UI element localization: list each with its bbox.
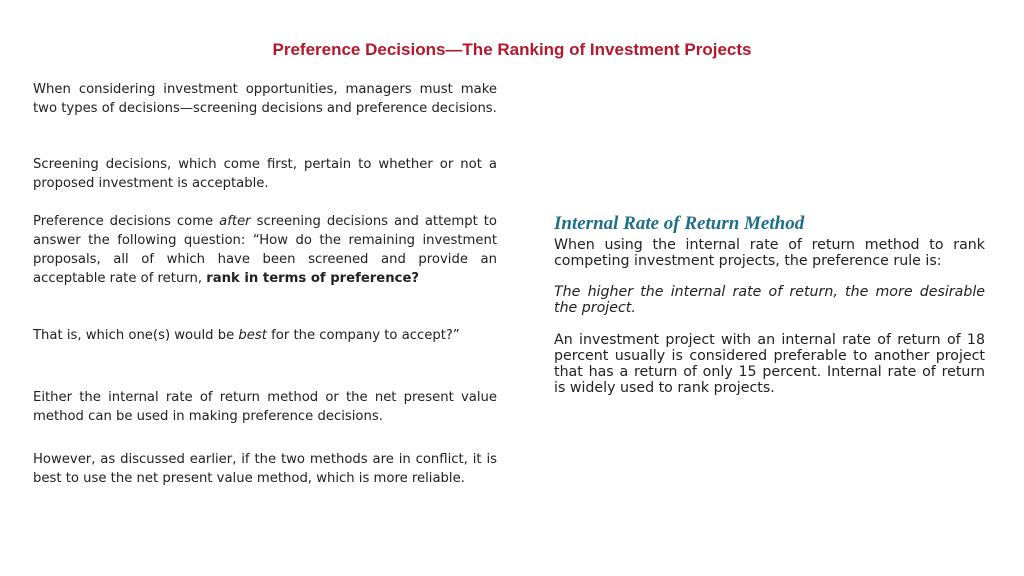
paragraph-screening-decisions: Screening decisions, which come first, pertain to whether or not a proposed investment is acceptable. (33, 157, 497, 191)
text-segment: Preference decisions come (33, 214, 220, 229)
paragraph-preference-rule: When using the internal rate of return method to rank competing investment projects, the preference rule is: (554, 237, 985, 269)
paragraph-two-decision-types: When considering investment opportunities, managers must make two types of decisions—screening decisions and preference decisions. (33, 82, 497, 116)
strong-rank-in-terms: rank in terms of preference? (206, 271, 420, 286)
paragraph-conflict: However, as discussed earlier, if the two methods are in conflict, it is best to use the net present value method, which is more reliable. (33, 452, 497, 486)
text-segment: for the company to accept?” (266, 328, 460, 343)
paragraph-which-best (33, 326, 497, 345)
emphasis-best: best (238, 328, 267, 343)
paragraph-methods: Either the internal rate of return method or the net present value method can be used in making preference decisions. (33, 390, 497, 424)
text-segment: screening decisions and attempt to answer the following question: “How do the remaining investment proposals, all of which have been screened and provide an acceptable rate of return, (33, 214, 497, 286)
irr-method-heading: Internal Rate of Return Method (554, 213, 805, 234)
right-column (554, 212, 985, 396)
paragraph-irr-example: An investment project with an internal rate of return of 18 percent usually is considered preferable to another project that has a return of only 15 percent. Internal rate of return is widely used to rank projects. (554, 332, 985, 396)
paragraph-rule-statement: The higher the internal rate of return, the more desirable the project. (554, 284, 985, 316)
page-title: Preference Decisions—The Ranking of Investment Projects (272, 40, 752, 59)
emphasis-after: after (219, 214, 251, 229)
text-segment: That is, which one(s) would be (33, 328, 239, 343)
paragraph-preference-decisions (33, 212, 497, 288)
